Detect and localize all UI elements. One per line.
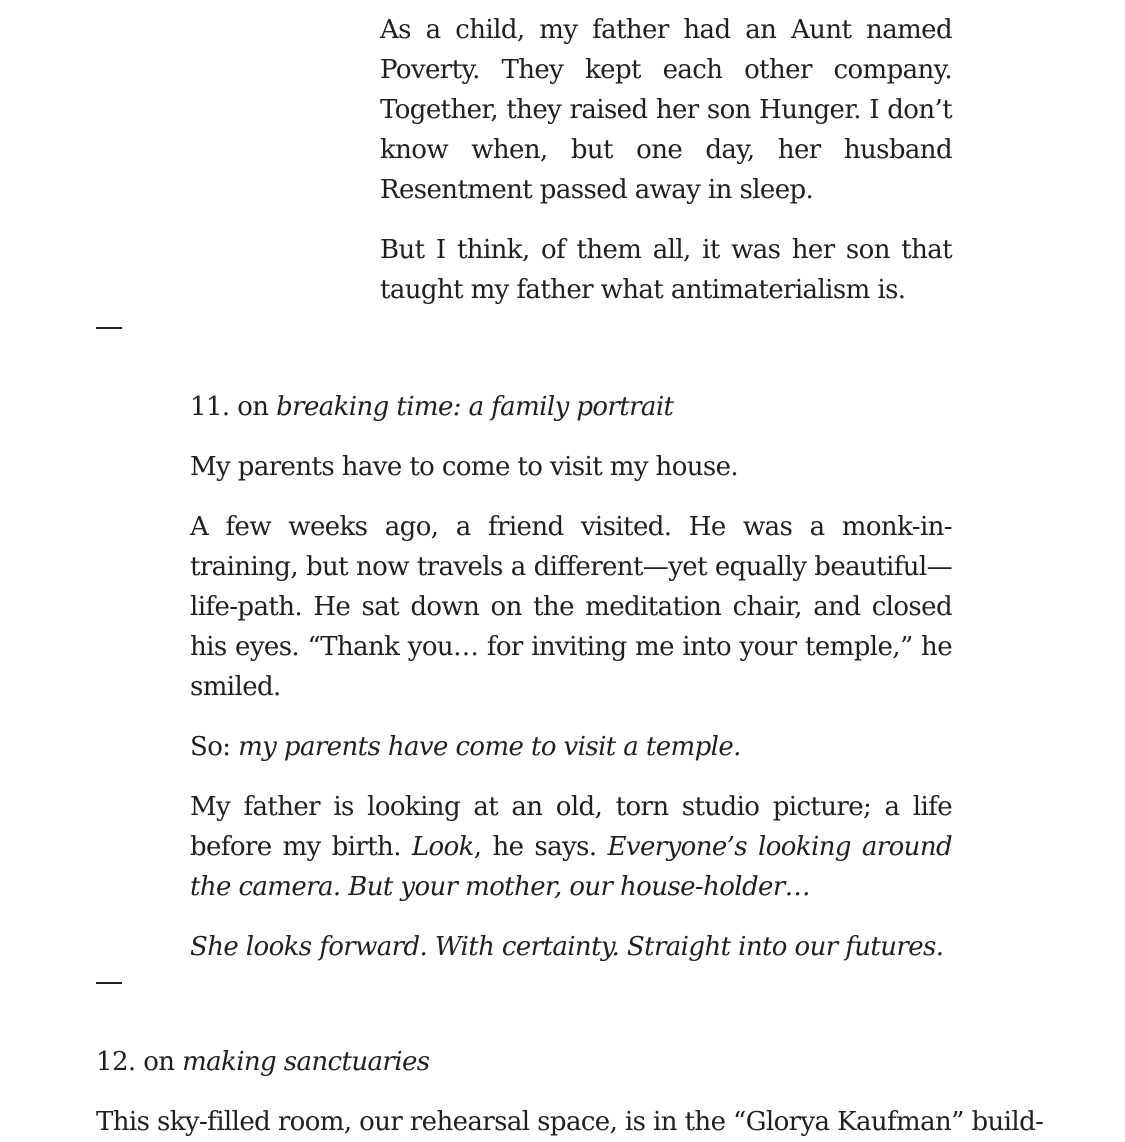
intro-block <box>380 10 952 310</box>
section-11-paragraph-2: A few weeks ago, a friend visited. He was a monk-in-training, but now travels a different—yet equally beautiful—life-path. He sat down on the meditation chair, and closed his eyes. “Thank you… for inviting me into your temple,” he smiled. <box>190 512 952 702</box>
section-separator-2 <box>96 982 122 984</box>
section-11-paragraph-4 <box>190 787 952 907</box>
intro-paragraph-2: But I think, of them all, it was her son that taught my father what antimaterialism is. <box>380 235 952 305</box>
intro-paragraph-1: As a child, my father had an Aunt named Poverty. They kept each other company. Together, they raised her son Hunger. I don’t know when, but one day, her husband Resentment passed away in sleep. <box>380 15 952 205</box>
p4-part-a: My father is looking at an old, torn studio picture; a life before my birth. <box>190 792 952 862</box>
p4-part-d: Everyone’s looking around the camera. But your mother, our house-holder… <box>190 832 953 902</box>
section-11-paragraph-3 <box>190 727 952 767</box>
section-11-title: breaking time: a family portrait <box>276 392 674 422</box>
section-11-paragraph-5: She looks forward. With certainty. Straight into our futures. <box>190 932 944 962</box>
section-11-heading <box>190 387 952 427</box>
p4-part-b: Look <box>411 832 474 862</box>
section-12-number: 12. on <box>96 1047 183 1077</box>
section-12 <box>96 1042 1044 1142</box>
section-12-heading <box>96 1042 952 1082</box>
section-12-paragraph-1: This sky-filled room, our rehearsal space, is in the “Glorya Kaufman” build- <box>96 1107 1044 1137</box>
section-11-number: 11. on <box>190 392 277 422</box>
p4-part-c: , he says. <box>473 832 608 862</box>
section-separator-1 <box>96 327 122 329</box>
p3-italic: my parents have come to visit a temple. <box>238 732 741 762</box>
section-11 <box>190 387 952 967</box>
section-12-title: making sanctuaries <box>182 1047 430 1077</box>
p3-prefix: So: <box>190 732 239 762</box>
section-11-paragraph-1: My parents have to come to visit my house. <box>190 452 739 482</box>
